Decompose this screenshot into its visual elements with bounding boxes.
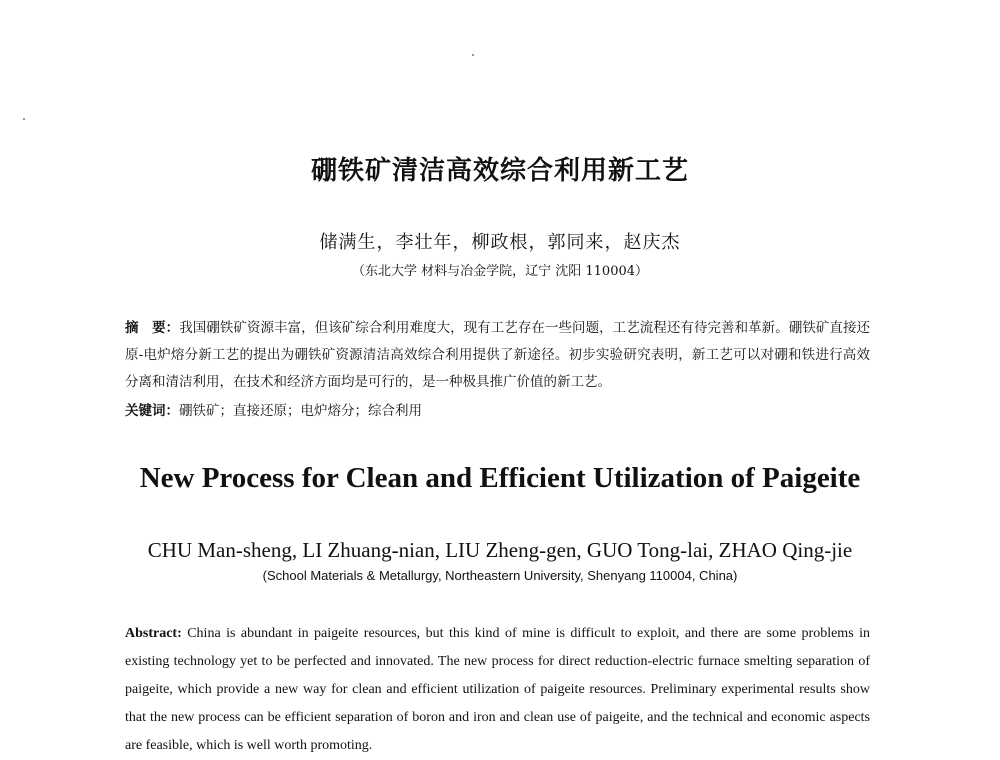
english-abstract-label: Abstract:	[125, 626, 182, 641]
chinese-keywords-text: 硼铁矿；直接还原；电炉熔分；综合利用	[179, 403, 422, 419]
scan-speck	[472, 54, 474, 56]
chinese-abstract-label: 摘 要：	[125, 320, 180, 336]
chinese-keywords-label: 关键词：	[125, 403, 179, 419]
chinese-title: 硼铁矿清洁高效综合利用新工艺	[310, 156, 689, 186]
english-affiliation: (School Materials & Metallurgy, Northeastern University, Shenyang 110004, China)	[262, 568, 738, 583]
english-authors: CHU Man-sheng, LI Zhuang-nian, LIU Zheng-gen, GUO Tong-lai, ZHAO Qing-jie	[147, 538, 853, 562]
english-title: New Process for Clean and Efficient Utilization of Paigeite	[139, 462, 861, 494]
chinese-keywords	[125, 398, 870, 425]
scan-speck	[23, 118, 25, 120]
english-abstract-text: China is abundant in paigeite resources, but this kind of mine is difficult to exploit, and there are some problems in existing technology yet to be perfected and innovated. The new process for direct reduction-electric furnace smelting separation of paigeite, which provide a new way for clean and efficient utilization of paigeite resources. Preliminary experimental results show that the new process can be efficient separation of boron and iron and clean use of paigeite, and the technical and economic aspects are feasible, which is well worth promoting.	[125, 626, 870, 753]
chinese-abstract-text: 我国硼铁矿资源丰富，但该矿综合利用难度大，现有工艺存在一些问题，工艺流程还有待完善和革新。硼铁矿直接还原-电炉熔分新工艺的提出为硼铁矿资源清洁高效综合利用提供了新途径。初步实验研究表明，新工艺可以对硼和铁进行高效分离和清洁利用，在技术和经济方面均是可行的，是一种极具推广价值的新工艺。	[125, 320, 871, 390]
chinese-affiliation: （东北大学 材料与冶金学院，辽宁 沈阳 110004）	[351, 264, 649, 279]
chinese-authors: 储满生，李壮年，柳政根，郭同来，赵庆杰	[319, 232, 681, 253]
english-abstract	[125, 620, 870, 760]
chinese-abstract	[125, 315, 870, 396]
